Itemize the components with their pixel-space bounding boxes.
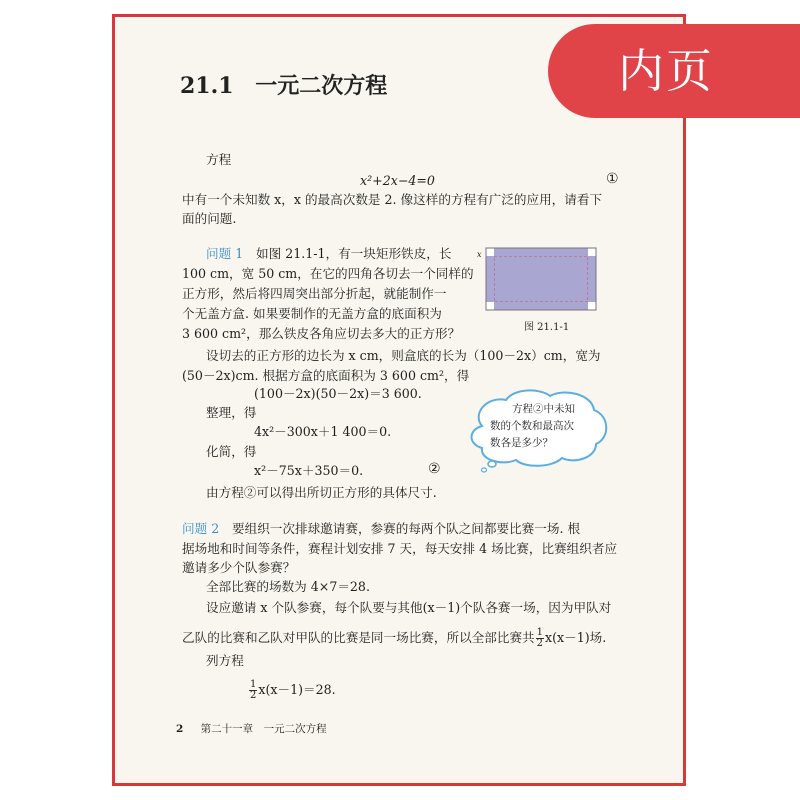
fraction-numerator: 1	[250, 679, 257, 690]
problem-2-line: 要组织一次排球邀请赛，参赛的每两个队之间都要比赛一场. 根	[232, 521, 581, 536]
cloud-line: 数的个数和最高次	[490, 420, 574, 432]
problem-1-line: 个无盖方盒. 如果要制作的无盖方盒的底面积为	[182, 306, 442, 321]
problem-2-label: 问题 2	[182, 521, 220, 536]
solution-2-text: x(x－1)场.	[545, 630, 607, 645]
solution-2-equation	[248, 680, 336, 701]
solution-2-line: 设应邀请 x 个队参赛，每个队要与其他(x－1)个队各赛一场，因为甲队对	[206, 600, 612, 615]
section-title-text: 一元二次方程	[255, 73, 388, 99]
equation-number-2: ②	[428, 461, 441, 477]
page-number: 2	[176, 723, 184, 735]
intro-text-line: 面的问题.	[182, 211, 237, 226]
chapter-title: 第二十一章 一元二次方程	[200, 723, 327, 735]
solution-2-text: 乙队的比赛和乙队对甲队的比赛是同一场比赛，所以全部比赛共	[182, 630, 535, 645]
solution-1-step: 整理，得	[206, 405, 257, 420]
page-footer	[176, 721, 327, 736]
fraction-one-half	[249, 680, 257, 701]
problem-2-line: 邀请多少个队参赛？	[182, 560, 296, 575]
figure-x-label: x	[477, 250, 482, 259]
problem-1-line: 100 cm，宽 50 cm，在它的四角各切去一个同样的	[182, 266, 474, 281]
intro-text-line: 中有一个未知数 x，x 的最高次数是 2. 像这样的方程有广泛的应用，请看下	[182, 192, 603, 207]
intro-label: 方程	[206, 152, 232, 167]
fraction-numerator: 1	[536, 627, 543, 638]
solution-2-equation-tail: x(x－1)＝28.	[258, 682, 336, 697]
inner-page-badge: 内页	[548, 24, 800, 118]
solution-1-line: (50－2x)cm. 根据方盒的底面积为 3 600 cm²，得	[182, 368, 470, 383]
solution-1-equation: 4x²－300x＋1 400＝0.	[254, 424, 392, 439]
sheet-metal-figure	[484, 246, 598, 312]
problem-2-line: 据场地和时间等条件，赛程计划安排 7 天，每天安排 4 场比赛，比赛组织者应	[182, 541, 618, 556]
figure-caption: 图 21.1-1	[524, 322, 570, 333]
equation-number-1: ①	[606, 171, 619, 187]
problem-1-line: 3 600 cm²，那么铁皮各角应切去多大的正方形？	[182, 326, 461, 341]
solution-2-line: 全部比赛的场数为 4×7＝28.	[206, 579, 370, 594]
fraction-denominator: 2	[536, 638, 543, 649]
cloud-line: 数各是多少？	[490, 437, 553, 449]
problem-1-line: 如图 21.1-1，有一块矩形铁皮，长	[256, 246, 452, 261]
solution-2-step: 列方程	[206, 653, 244, 668]
section-number: 21.1	[180, 73, 234, 99]
section-title	[180, 69, 387, 100]
solution-1-step: 化简，得	[206, 444, 257, 459]
intro-equation: x²+2x−4=0	[360, 173, 435, 188]
solution-1-conclusion: 由方程②可以得出所切正方形的具体尺寸.	[206, 485, 437, 500]
fraction-one-half	[536, 628, 544, 649]
cloud-line: 方程②中未知	[512, 403, 575, 415]
solution-1-equation: (100－2x)(50－2x)＝3 600.	[254, 386, 422, 401]
fraction-denominator: 2	[250, 690, 257, 701]
solution-2-line	[182, 628, 606, 649]
problem-1-line: 正方形，然后将四周突出部分折起，就能制作一	[182, 286, 447, 301]
solution-1-equation: x²－75x＋350＝0.	[254, 463, 364, 478]
problem-1-label: 问题 1	[206, 246, 244, 261]
solution-1-line: 设切去的正方形的边长为 x cm，则盒底的长为（100－2x）cm，宽为	[206, 348, 601, 363]
